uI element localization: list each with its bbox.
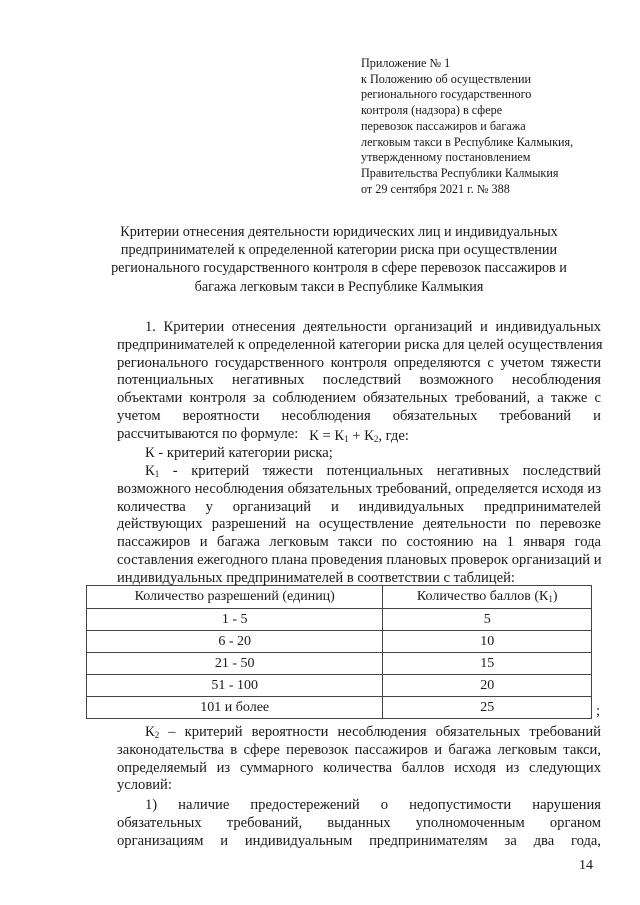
table-cell: 51 - 100 [87,675,383,697]
table-cell: 6 - 20 [87,631,383,653]
text-line: учетом вероятности несоблюдения обязательных требований и [117,407,601,424]
appendix-line: к Положению об осуществлении [361,71,532,86]
table-header-cell: Количество разрешений (единиц) [87,586,383,609]
table-cell: 10 [383,631,592,653]
appendix-line: Приложение № 1 [361,56,451,70]
text-line: потенциальных негативных последствий возможного несоблюдения [117,372,601,389]
page-number: 14 [579,858,593,873]
text-line: условий: [117,777,172,794]
appendix-line: регионального государственного [361,87,532,102]
table-row [87,697,592,719]
table-cell: 25 [383,697,592,719]
paragraph-1 [117,319,601,444]
text-line: действующих разрешений на осуществление деятельности по перевозке [117,516,601,533]
k1-first-line: $К_1$ - критерий тяжести потенциальных негативных последствий [145,463,601,479]
k-definition-block [117,445,601,463]
text-line: индивидуальных предпринимателей в соответствии с таблицей: [117,569,515,586]
title-line: регионального государственного контроля в сфере перевозок пассажиров и [111,260,567,277]
k-definition: К - критерий категории риска; [145,445,333,461]
appendix-line: утвержденному постановлением [361,150,531,165]
text-line: рассчитываются по формуле: [117,425,299,442]
k2-paragraph [117,724,601,795]
table-header-cell: Количество баллов $(К_1)$ [383,586,592,609]
table-row [87,653,592,675]
title-line: Критерии отнесения деятельности юридических лиц и индивидуальных [120,224,558,240]
text-line: пассажиров и багажа легковым такси по состоянию на 1 января года [117,534,601,551]
text-line: определяемый из суммарного количества баллов исходя из следующих [117,759,601,776]
appendix-line: от 29 сентября 2021 г. № 388 [361,181,510,196]
table-row [87,609,592,631]
table-cell: 20 [383,675,592,697]
text-line: обязательных требований, выданных уполномоченным органом [117,814,601,831]
table-cell: 5 [383,609,592,631]
appendix-line: Правительства Республики Калмыкия [361,165,559,180]
text-line: количества у организаций и индивидуальных предпринимателей [117,498,601,515]
table-row [87,631,592,653]
item-1-paragraph [117,797,601,850]
k1-paragraph [117,463,601,588]
text-line: 1. Критерии отнесения деятельности организаций и индивидуальных [145,319,601,335]
text-line: составления ежегодного плана проведения плановых проверок организаций и [117,551,602,568]
table-suffix: ; [596,703,601,719]
title-line: багажа легковым такси в Республике Калмыкия [194,278,484,295]
document-title [84,223,594,296]
table-header-row [87,586,592,609]
text-line: объектами контроля за соблюдением обязательных требований, а также с [117,390,601,407]
text-line: законодательства в сфере перевозок пассажиров и багажа легковым такси, [117,741,601,758]
text-line: возможного несоблюдения обязательных требований, определяется исходя из [117,480,601,497]
risk-formula: $К = К_1 + К_2$, где: [309,428,409,444]
text-line: предпринимателей к определенной категории риска для целей осуществления [117,336,603,353]
appendix-line: перевозок пассажиров и багажа [361,118,526,133]
table-cell: 21 - 50 [87,653,383,675]
table-cell: 15 [383,653,592,675]
appendix-line: контроля (надзора) в сфере [361,103,503,118]
text-line: регионального государственного контроля определяются с учетом тяжести [117,354,601,371]
text-line: организациям и индивидуальным предпринимателям за два года, [117,832,601,849]
points-table [86,585,592,719]
appendix-block [361,56,601,197]
k2-first-line: $К_2$ – критерий вероятности несоблюдения обязательных требований [145,724,601,740]
appendix-line: легковым такси в Республике Калмыкия, [361,134,574,149]
table-row [87,675,592,697]
text-line: 1) наличие предостережений о недопустимости нарушения [145,797,601,813]
title-line: предпринимателей к определенной категории риска при осуществлении [120,242,558,259]
table-cell: 1 - 5 [87,609,383,631]
table-cell: 101 и более [87,697,383,719]
